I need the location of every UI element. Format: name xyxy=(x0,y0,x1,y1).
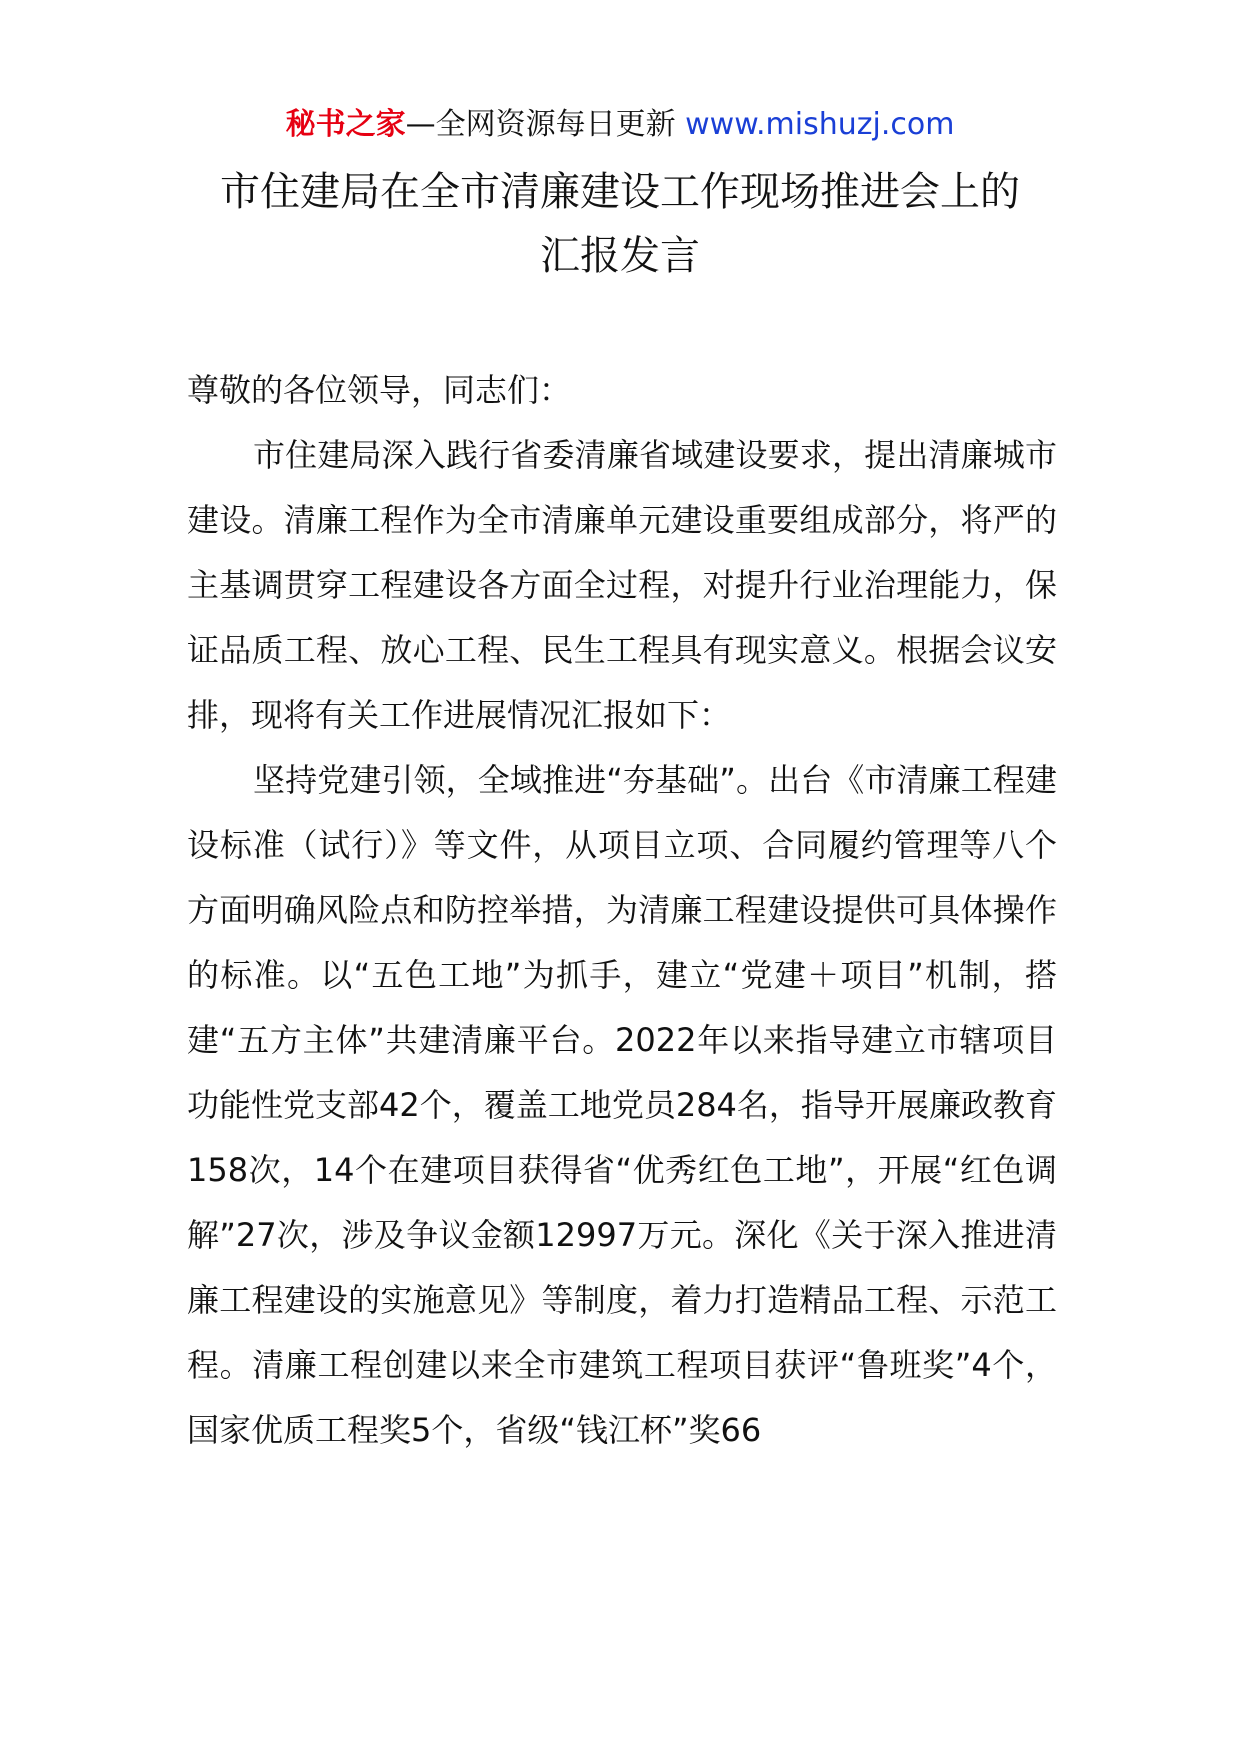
brand-tagline: —全网资源每日更新 xyxy=(405,107,686,142)
site-url[interactable]: www.mishuzj.com xyxy=(685,107,955,142)
paragraph: 市住建局深入践行省委清廉省域建设要求，提出清廉城市建设。清廉工程作为全市清廉单元建设重要组成部分，将严的主基调贯穿工程建设各方面全过程，对提升行业治理能力，保证品质工程、放心工程、民生工程具有现实意义。根据会议安排，现将有关工作进展情况汇报如下： xyxy=(187,436,1057,734)
brand-name: 秘书之家 xyxy=(285,107,406,142)
document-title xyxy=(150,160,1090,288)
site-header xyxy=(0,100,1240,150)
salutation: 尊敬的各位领导，同志们： xyxy=(187,371,572,409)
paragraph: 坚持党建引领，全域推进“夯基础”。出台《市清廉工程建设标准（试行）》等文件，从项目立项、合同履约管理等八个方面明确风险点和防控举措，为清廉工程建设提供可具体操作的标准。以“五色工地”为抓手，建立“党建＋项目”机制，搭建“五方主体”共建清廉平台。2022年以来指导建立市辖项目功能性党支部42个，覆盖工地党员284名，指导开展廉政教育158次，14个在建项目获得省“优秀红色工地”，开展“红色调解”27次，涉及争议金额12997万元。深化《关于深入推进清廉工程建设的实施意见》等制度，着力打造精品工程、示范工程。清廉工程创建以来全市建筑工程项目获评“鲁班奖”4个，国家优质工程奖5个，省级“钱江杯”奖66 xyxy=(187,761,1057,1449)
title-line-1: 市住建局在全市清廉建设工作现场推进会上的 xyxy=(220,169,1020,215)
title-line-2: 汇报发言 xyxy=(540,233,700,279)
document-body xyxy=(187,358,1057,1463)
